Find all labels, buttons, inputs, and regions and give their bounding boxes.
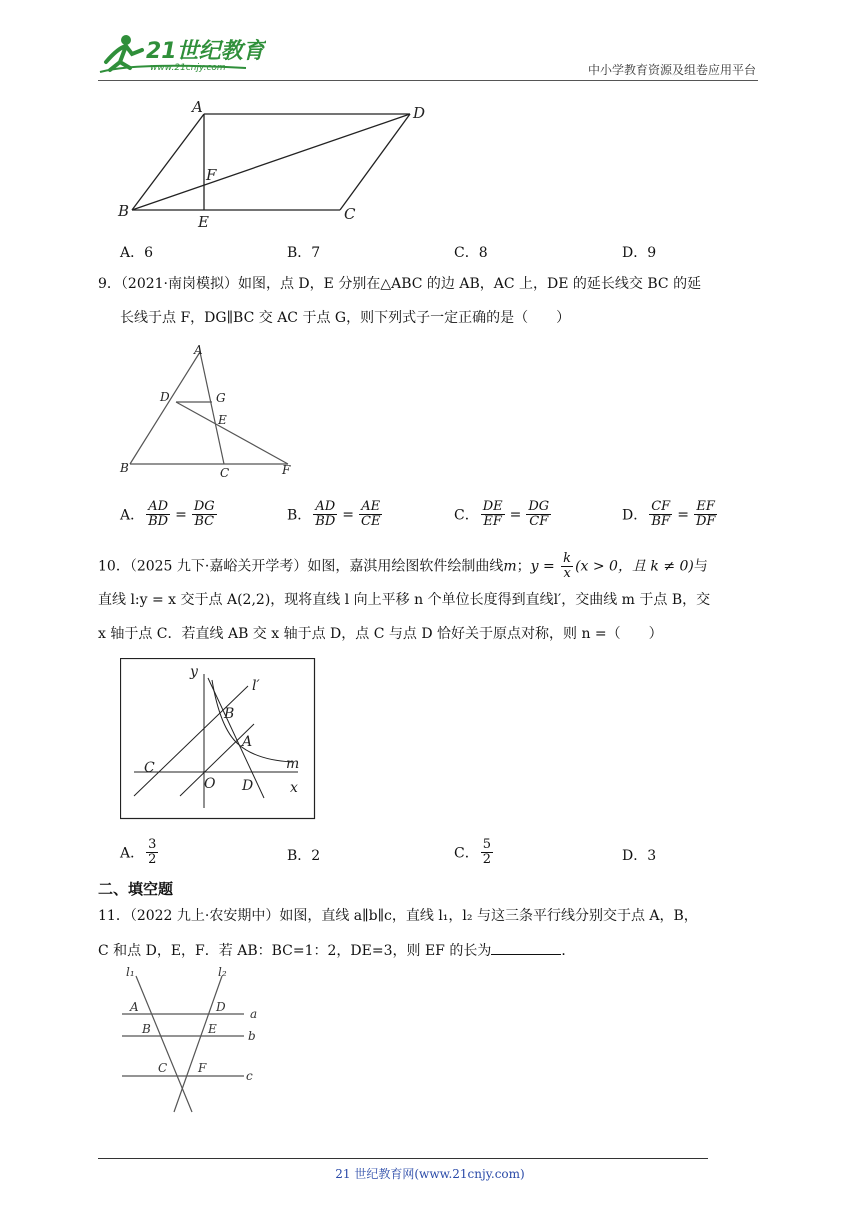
q10-label-lprime: l′ <box>252 678 260 694</box>
q9-option-c[interactable]: C． $\frac{DE}{EF}$ = $\frac{DG}{CF}$ <box>454 499 550 529</box>
runner-logo-icon <box>96 32 266 76</box>
q10-option-a[interactable]: A． $\frac{3}{2}$ <box>120 837 157 867</box>
q10-label-B: B <box>224 706 235 722</box>
q11-label-c: c <box>246 1069 253 1083</box>
q10-option-b[interactable]: B．2 <box>287 848 321 864</box>
q10-option-d[interactable]: D．3 <box>622 848 657 864</box>
footer-text[interactable]: 21 世纪教育网(www.21cnjy.com) <box>335 1167 525 1181</box>
header-right-text: 中小学教育资源及组卷应用平台 <box>587 63 756 77</box>
q11-label-l2: l₂ <box>218 965 227 979</box>
q11-label-b: b <box>248 1029 256 1043</box>
q9-label-B: B <box>120 461 129 475</box>
q10-label-y: y <box>190 664 198 680</box>
q9-label-F: F <box>282 463 291 477</box>
q11-line2: C 和点 D，E，F．若 AB：BC=1：2，DE=3，则 EF 的长为 ． <box>98 940 575 961</box>
q9-option-a[interactable]: A． $\frac{AD}{BD}$ = $\frac{DG}{BC}$ <box>120 499 215 529</box>
q8-option-c[interactable]: C．8 <box>454 245 488 261</box>
q8-label-F: F <box>206 166 217 184</box>
footer-divider <box>98 1158 708 1159</box>
q10-line1: 10．（2025 九下·嘉峪关开学考）如图，嘉淇用绘图软件绘制曲线m；y = $\frac{k}{x}$ (x > 0，且 k ≠ 0)与 <box>98 551 708 581</box>
q10-label-C: C <box>144 760 155 776</box>
q8-option-b[interactable]: B．7 <box>287 245 321 261</box>
q9-figure <box>112 342 302 482</box>
header-divider <box>98 80 758 81</box>
q11-label-l1: l₁ <box>126 965 135 979</box>
q11-label-B: B <box>142 1022 151 1036</box>
header-logo <box>96 32 266 76</box>
logo-url: www.21cnjy.com <box>150 63 226 73</box>
q9-option-b[interactable]: B． $\frac{AD}{BD}$ = $\frac{AE}{CE}$ <box>287 499 381 529</box>
q11-answer-blank[interactable] <box>491 940 561 955</box>
q9-label-D: D <box>160 390 170 404</box>
q8-option-d[interactable]: D．9 <box>622 245 657 261</box>
q8-label-B: B <box>118 202 130 220</box>
q10-line2: 直线 l:y = x 交于点 A(2,2)，现将直线 l 向上平移 n 个单位长度得到直线l′，交曲线 m 于点 B，交 <box>98 592 711 608</box>
q10-label-x: x <box>290 780 298 796</box>
q9-label-C: C <box>220 466 230 480</box>
q8-label-D: D <box>413 104 426 122</box>
section-title: 二、填空题 <box>98 880 174 898</box>
q11-label-D: D <box>216 1000 226 1014</box>
q9-label-G: G <box>216 391 226 405</box>
q10-line3: x 轴于点 C．若直线 AB 交 x 轴于点 D，点 C 与点 D 恰好关于原点对称，则 n =（ ） <box>98 626 663 642</box>
q10-option-c[interactable]: C． $\frac{5}{2}$ <box>454 837 491 867</box>
q10-label-O: O <box>204 776 216 792</box>
q9-label-E: E <box>218 413 227 427</box>
q9-option-d[interactable]: D． $\frac{CF}{BF}$ = $\frac{EF}{DF}$ <box>622 499 716 529</box>
q8-label-C: C <box>344 205 356 223</box>
q11-label-F: F <box>198 1061 207 1075</box>
q8-figure <box>110 98 440 230</box>
q9-line1: 9．（2021·南岗模拟）如图，点 D，E 分别在△ABC 的边 AB，AC 上，DE 的延长线交 BC 的延 <box>98 276 702 292</box>
q9-line2: 长线于点 F，DG∥BC 交 AC 于点 G，则下列式子一定正确的是（ ） <box>120 310 571 326</box>
q8-label-A: A <box>192 98 203 116</box>
q11-line1: 11．（2022 九上·农安期中）如图，直线 a∥b∥c，直线 l₁，l₂ 与这三条平行线分别交于点 A，B， <box>98 908 698 924</box>
q11-figure <box>112 962 272 1118</box>
q9-label-A: A <box>194 343 203 357</box>
q10-label-m: m <box>286 756 300 772</box>
q11-label-C: C <box>158 1061 168 1075</box>
q8-label-E: E <box>198 213 209 230</box>
q10-label-A: A <box>242 734 253 750</box>
logo-text: 21世纪教育 <box>146 39 265 64</box>
q11-label-E: E <box>208 1022 217 1036</box>
q11-label-A: A <box>130 1000 139 1014</box>
q10-label-D: D <box>242 778 254 794</box>
q11-label-a: a <box>250 1007 258 1021</box>
q8-option-a[interactable]: A．6 <box>120 245 154 261</box>
q10-figure <box>120 658 316 820</box>
